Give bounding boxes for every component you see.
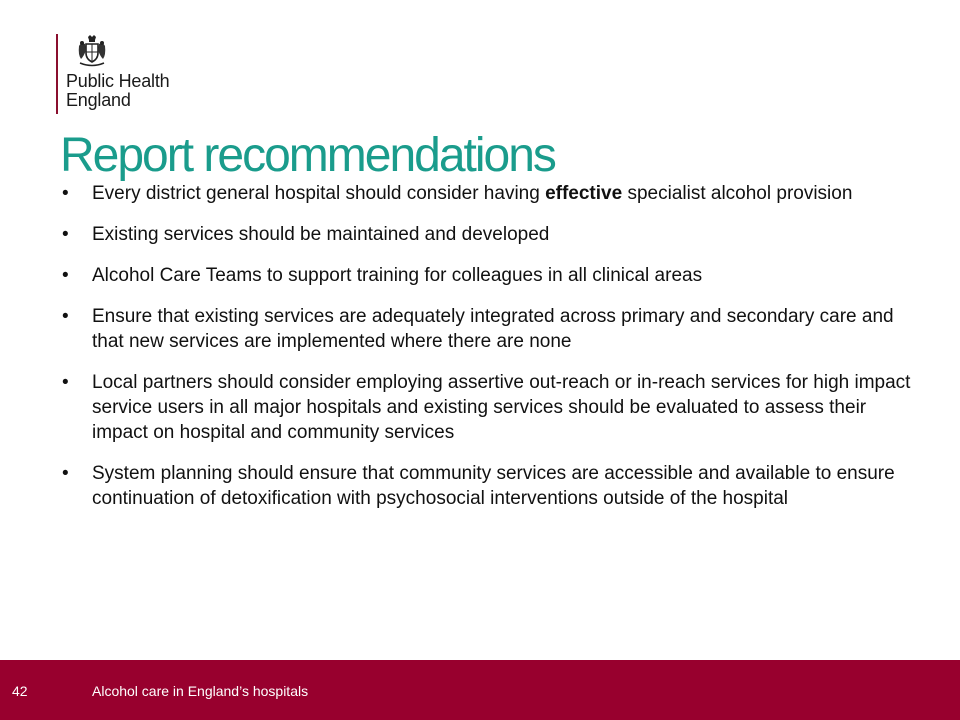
logo-wordmark (66, 72, 169, 110)
logo-line-1: Public Health (66, 71, 170, 91)
list-item-text: Existing services should be maintained and developed (92, 224, 550, 245)
logo-divider (56, 34, 58, 114)
page-title: Report recommendations (60, 129, 555, 182)
footer-bar (0, 660, 960, 720)
list-item (60, 263, 920, 288)
royal-crest-icon (76, 34, 108, 68)
footer-title: Alcohol care in England’s hospitals (92, 683, 309, 699)
bullet-icon: • (62, 306, 69, 327)
page-number: 42 (12, 683, 28, 699)
phe-logo (56, 34, 206, 116)
list-item-text: Local partners should consider employing assertive out-reach or in-reach services for high impact service users in all major hospitals and existing services should be evaluated to assess their impact on hospital and community services (92, 372, 911, 443)
logo-line-2: England (66, 90, 131, 110)
list-item-text: Ensure that existing services are adequately integrated across primary and secondary care and that new services are implemented where there are none (92, 306, 894, 352)
list-item-text: Every district general hospital should consider having (92, 183, 546, 204)
bullet-icon: • (62, 183, 69, 204)
list-item (60, 461, 920, 511)
list-item (60, 304, 920, 354)
list-item (60, 222, 920, 247)
list-item-text-end: specialist alcohol provision (622, 183, 853, 204)
list-item-emphasis: effective (545, 183, 623, 204)
bullet-icon: • (62, 224, 69, 245)
list-item-text: System planning should ensure that community services are accessible and available to ensure continuation of detoxification with psychosocial interventions outside of the hospital (92, 463, 895, 509)
bullet-icon: • (62, 265, 69, 286)
bullet-icon: • (62, 463, 69, 484)
list-item-text: Alcohol Care Teams to support training for colleagues in all clinical areas (92, 265, 703, 286)
list-item (60, 370, 920, 445)
bullet-icon: • (62, 372, 69, 393)
list-item (60, 181, 920, 206)
recommendations-list (60, 181, 920, 527)
